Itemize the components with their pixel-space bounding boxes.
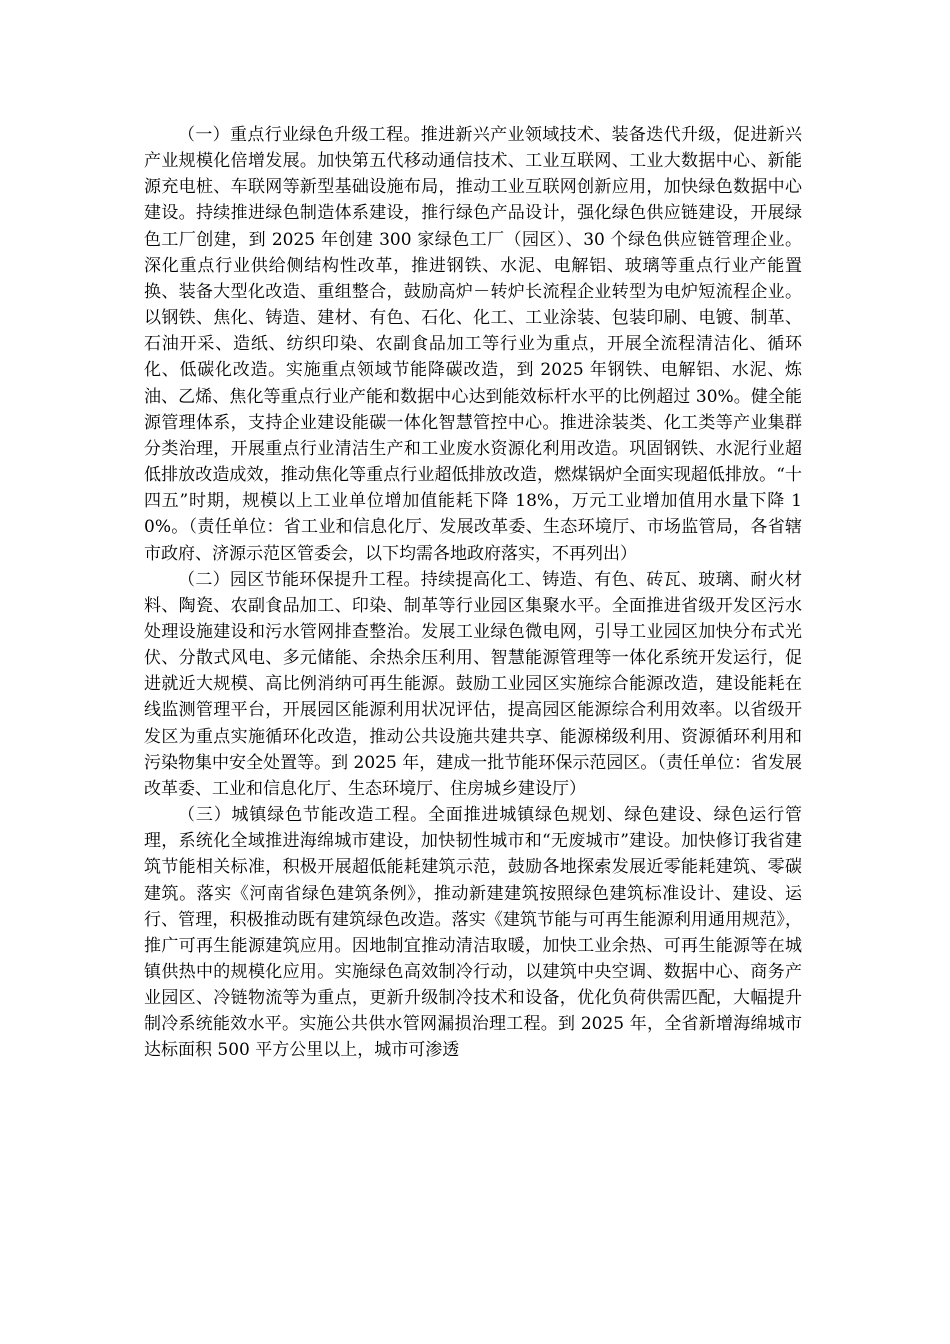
paragraph-urban-green-retrofit: （三）城镇绿色节能改造工程。全面推进城镇绿色规划、绿色建设、绿色运行管理，系统化全域推进海绵城市建设，加快韧性城市和“无废城市”建设。加快修订我省建筑节能相关标准，积极开展超低能耗建筑示范，鼓励各地探索发展近零能耗建筑、零碳建筑。落实《河南省绿色建筑条例》，推动新建建筑按照绿色建筑标准设计、建设、运行、管理，积极推动既有建筑绿色改造。落实《建筑节能与可再生能源利用通用规范》，推广可再生能源建筑应用。因地制宜推动清洁取暖，加快工业余热、可再生能源等在城镇供热中的规模化应用。实施绿色高效制冷行动，以建筑中央空调、数据中心、商务产业园区、冷链物流等为重点，更新升级制冷技术和设备，优化负荷供需匹配，大幅提升制冷系统能效水平。实施公共供水管网漏损治理工程。到 2025 年，全省新增海绵城市达标面积 500 平方公里以上，城市可渗透 bbox=[144, 805, 802, 1061]
paragraph-industry-green-upgrade: （一）重点行业绿色升级工程。推进新兴产业领域技术、装备迭代升级，促进新兴产业规模化倍增发展。加快第五代移动通信技术、工业互联网、工业大数据中心、新能源充电桩、车联网等新型基础设施布局，推动工业互联网创新应用，加快绿色数据中心建设。持续推进绿色制造体系建设，推行绿色产品设计，强化绿色供应链建设，开展绿色工厂创建，到 2025 年创建 300 家绿色工厂（园区）、30 个绿色供应链管理企业。深化重点行业供给侧结构性改革，推进钢铁、水泥、电解铝、玻璃等重点行业产能置换、装备大型化改造、重组整合，鼓励高炉－转炉长流程企业转型为电炉短流程企业。以钢铁、焦化、铸造、建材、有色、石化、化工、工业涂装、包装印刷、电镀、制革、石油开采、造纸、纺织印染、农副食品加工等行业为重点，开展全流程清洁化、循环化、低碳化改造。实施重点领域节能降碳改造，到 2025 年钢铁、电解铝、水泥、炼油、乙烯、焦化等重点行业产能和数据中心达到能效标杆水平的比例超过 30%。健全能源管理体系，支持企业建设能碳一体化智慧管控中心。推进涂装类、化工类等产业集群分类治理，开展重点行业清洁生产和工业废水资源化利用改造。巩固钢铁、水泥行业超低排放改造成效，推动焦化等重点行业超低排放改造，燃煤锅炉全面实现超低排放。“十四五”时期，规模以上工业单位增加值能耗下降 18%，万元工业增加值用水量下降 10%。（责任单位：省工业和信息化厅、发展改革委、生态环境厅、市场监管局，各省辖市政府、济源示范区管委会，以下均需各地政府落实，不再列出） bbox=[144, 125, 802, 564]
paragraph-park-energy-saving: （二）园区节能环保提升工程。持续提高化工、铸造、有色、砖瓦、玻璃、耐火材料、陶瓷、农副食品加工、印染、制革等行业园区集聚水平。全面推进省级开发区污水处理设施建设和污水管网排查整治。发展工业绿色微电网，引导工业园区加快分布式光伏、分散式风电、多元储能、余热余压利用、智慧能源管理等一体化系统开发运行，促进就近大规模、高比例消纳可再生能源。鼓励工业园区实施综合能源改造，建设能耗在线监测管理平台，开展园区能源利用状况评估，提高园区能源综合利用效率。以省级开发区为重点实施循环化改造，推动公共设施共建共享、能源梯级利用、资源循环利用和污染物集中安全处置等。到 2025 年，建成一批节能环保示范园区。（责任单位：省发展改革委、工业和信息化厅、生态环境厅、住房城乡建设厅） bbox=[144, 569, 802, 799]
document-page bbox=[144, 122, 802, 1064]
